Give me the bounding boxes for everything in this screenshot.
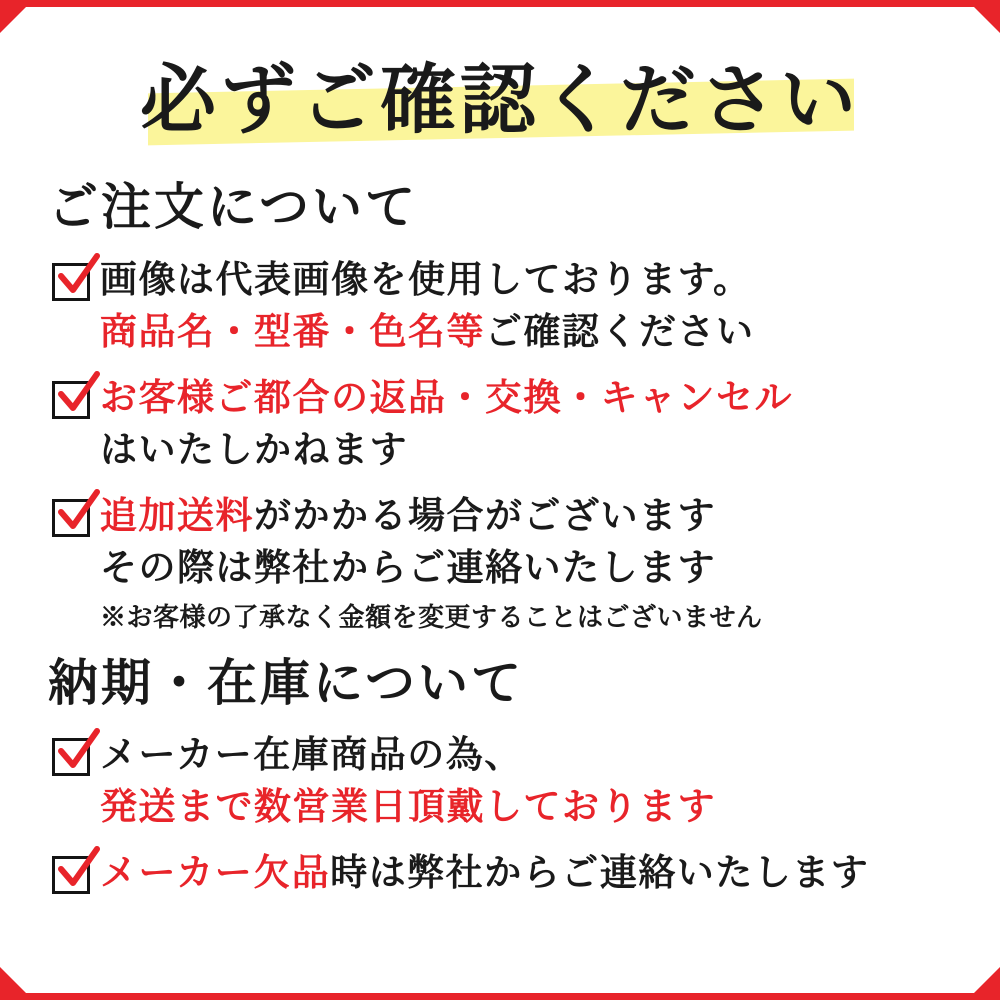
notice-item-note: ※お客様の了承なく金額を変更することはございません: [100, 602, 763, 633]
notice-item-text: [100, 728, 716, 832]
notice-item-line: [100, 423, 793, 475]
checkmark-icon: [57, 252, 101, 296]
notice-item: [0, 489, 1000, 634]
notice-item-line: [100, 846, 869, 898]
page-title-text: 必ずご確認ください: [140, 55, 860, 144]
notice-item-row: [52, 728, 1000, 832]
notice-item-line: [100, 253, 755, 305]
emphasis-text: メーカー欠品: [100, 850, 331, 894]
body-text: がかかる場合がございます: [254, 492, 716, 537]
body-text: 時は弊社からご連絡いたします: [330, 850, 870, 894]
notice-item-line: [100, 305, 755, 357]
notice-item-row: [52, 846, 1000, 898]
corner-decoration-bottom-left: [0, 967, 26, 993]
notice-item-text: [100, 253, 755, 357]
checkbox-icon: [52, 499, 90, 537]
emphasis-text: 発送まで数営業日頂戴しております: [100, 784, 716, 828]
checkbox-icon: [52, 263, 90, 301]
notice-item-text: [100, 846, 869, 898]
body-text: はいたしかねます: [100, 426, 408, 471]
checkmark-icon: [57, 488, 101, 532]
emphasis-text: 追加送料: [100, 492, 254, 537]
notice-item-line: [100, 489, 716, 541]
section-heading: ご注文について: [48, 177, 418, 236]
notice-item-line: [100, 728, 716, 780]
checkmark-icon: [57, 845, 101, 889]
section-heading: 納期・在庫について: [48, 652, 524, 712]
notice-item: [0, 728, 1000, 832]
notice-item-text: [100, 489, 716, 593]
body-text: ご確認ください: [485, 308, 755, 353]
body-text: 画像は代表画像を使用しております。: [100, 256, 752, 301]
checkmark-icon: [57, 370, 101, 414]
notice-item: [0, 253, 1000, 357]
page-title: [0, 48, 1000, 152]
notice-item-line: [100, 371, 793, 423]
sections-container: [0, 176, 1000, 898]
corner-decoration-top-right: [974, 7, 1000, 33]
notice-item-row: [52, 253, 1000, 357]
notice-item-row: [52, 371, 1000, 475]
notice-item-text: [100, 371, 793, 475]
emphasis-text: お客様ご都合の返品・交換・キャンセル: [100, 374, 793, 419]
emphasis-text: 商品名・型番・色名等: [100, 308, 485, 353]
checkbox-icon: [52, 381, 90, 419]
corner-decoration-top-left: [0, 7, 26, 33]
checkbox-icon: [52, 856, 90, 894]
checkmark-icon: [57, 727, 101, 771]
notice-item: [0, 371, 1000, 475]
notice-item: [0, 846, 1000, 898]
checkbox-icon: [52, 738, 90, 776]
notice-item-line: [100, 541, 716, 593]
notice-item-line: [100, 780, 716, 832]
body-text: メーカー在庫商品の為、: [100, 732, 523, 776]
corner-decoration-bottom-right: [974, 967, 1000, 993]
body-text: その際は弊社からご連絡いたします: [100, 544, 716, 589]
notice-content: [0, 14, 1000, 898]
notice-item-row: [52, 489, 1000, 593]
